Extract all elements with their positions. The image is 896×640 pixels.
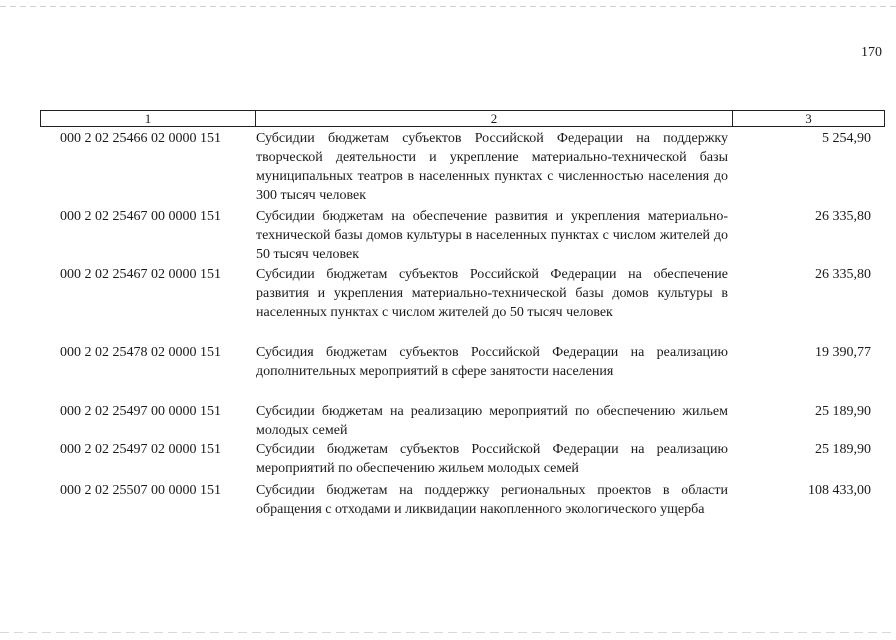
row-amount: 25 189,90 [815,404,871,419]
scan-edge-top [0,6,896,7]
row-description: Субсидии бюджетам на поддержку региональных проектов в области обращения с отходами и ликвидации накопленного экологического ущерба [256,483,728,517]
row-amount: 26 335,80 [815,267,871,282]
budget-code: 000 2 02 25497 00 0000 151 [60,404,221,419]
row-description: Субсидии бюджетам на реализацию мероприятий по обеспечению жильем молодых семей [256,404,728,438]
row-amount: 25 189,90 [815,442,871,457]
row-amount: 19 390,77 [815,345,871,360]
row-description: Субсидии бюджетам на обеспечение развития и укрепления материально-технической базы домов культуры в населенных пунктах с числом жителей до 50 тысяч человек [256,209,728,262]
column-header-1: 1 [41,111,256,126]
row-description: Субсидии бюджетам субъектов Российской Федерации на обеспечение развития и укрепления материально-технической базы домов культуры в населенных пунктах с числом жителей до 50 тысяч человек [256,267,728,320]
budget-code: 000 2 02 25497 02 0000 151 [60,442,221,457]
budget-code: 000 2 02 25467 00 0000 151 [60,209,221,224]
row-description: Субсидии бюджетам субъектов Российской Федерации на реализацию мероприятий по обеспечению жильем молодых семей [256,442,728,476]
row-amount: 108 433,00 [808,483,871,498]
column-header-2: 2 [256,111,733,126]
budget-code: 000 2 02 25466 02 0000 151 [60,131,221,146]
row-amount: 26 335,80 [815,209,871,224]
budget-code: 000 2 02 25467 02 0000 151 [60,267,221,282]
budget-code: 000 2 02 25478 02 0000 151 [60,345,221,360]
row-description: Субсидии бюджетам субъектов Российской Федерации на поддержку творческой деятельности и укрепление материально-технической базы муниципальных театров в населенных пунктах с численностью населения до 300 тысяч человек [256,131,728,203]
budget-code: 000 2 02 25507 00 0000 151 [60,483,221,498]
column-header-3: 3 [805,111,812,126]
row-description: Субсидия бюджетам субъектов Российской Федерации на реализацию дополнительных мероприятий в сфере занятости населения [256,345,728,379]
page-number: 170 [861,45,882,60]
row-amount: 5 254,90 [822,131,871,146]
table-header [40,110,885,127]
scan-edge-bottom [0,632,896,633]
